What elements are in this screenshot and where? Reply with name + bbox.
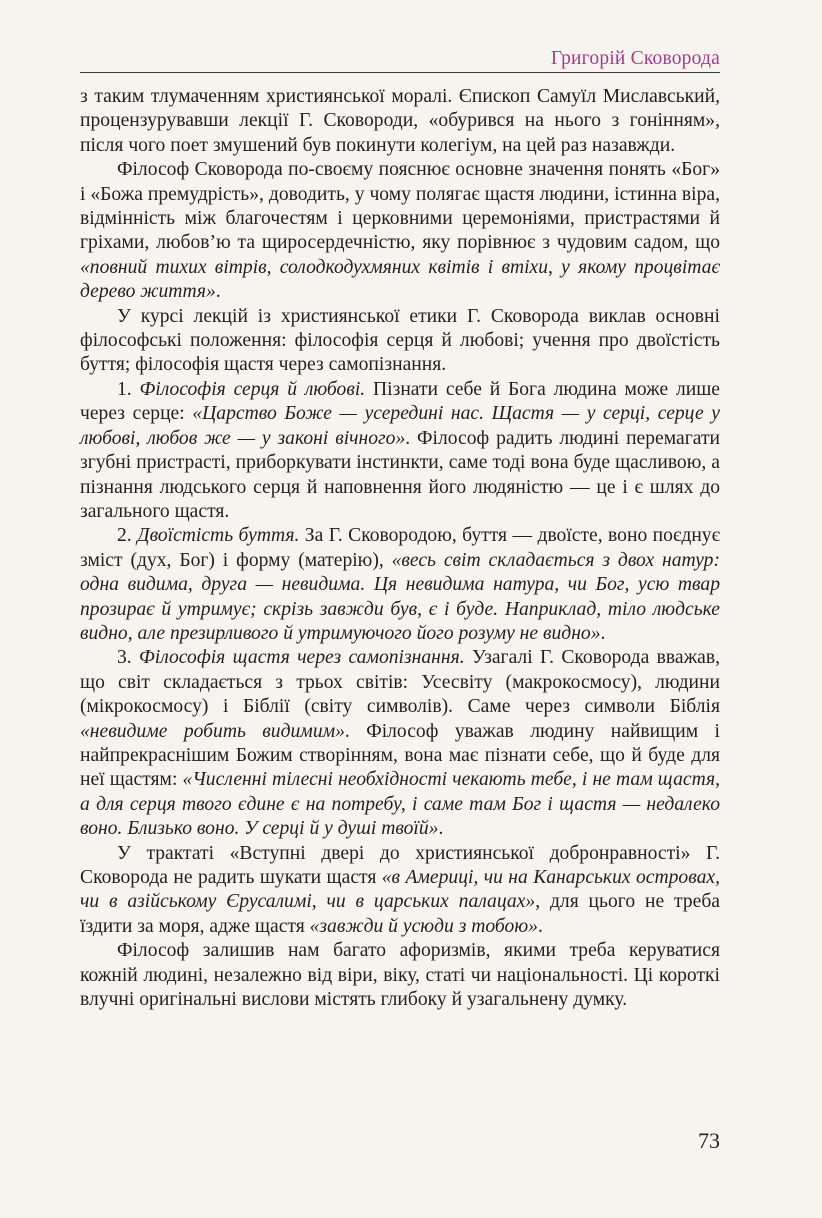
text-run: Філософ Сковорода по-своєму пояснює основне значення понять «Бог» і «Божа премудрість», доводить, у чому полягає щастя людини, істинна віра, відмінність між благочестям і церковними церемоніями, пристрастями й гріхами, любов’ю та щиросердечністю, яку порівнює з чудовим садом, що [80,159,720,254]
paragraph [80,158,720,304]
italic-quote: «невидиме робить видимим» [80,720,345,742]
running-header [80,46,720,73]
text-run: 2. [117,525,138,547]
running-header-title: Григорій Сковорода [550,48,720,69]
italic-quote: «Численні тілесні необхідності чекають тебе, і не там щастя, а для серця твого єдине є на потребу, і саме там Бог і щастя — недалеко воно. Близько воно. У серці й у душі твоїй» [80,769,720,840]
text-run: 3. [117,647,140,669]
page-number: 73 [698,1128,720,1153]
paragraph [80,305,720,378]
paragraph [80,85,720,158]
text-run: . [600,622,606,644]
text-run: . [537,915,543,937]
paragraph [80,842,720,940]
text-run: . Філософ уважав людину найвищим і найпрекраснішим Божим створінням, вона має пізнати себе, що й буде для неї щастям: [80,720,720,791]
text-run: з таким тлумаченням християнської моралі. Єпископ Самуїл Миславський, процензурувавши лекції Г. Сковороди, «обурився на нього з гонінням», після чого поет змушений був покинути колегіум, на цей раз назавжди. [80,86,720,156]
italic-quote: «весь світ складається з двох натур: одна видима, друга — невидима. Ця невидима натура, чи Бог, усю твар прозирає й утримує; скрізь завжди був, є і буде. Наприклад, тіло людське видно, але презирливого й утримуючого його розуму не видно» [80,549,720,644]
text-run: . [215,281,221,303]
text-run: Пізнати себе й Бога людина може лише через серце: [80,378,720,425]
paragraph [80,524,720,646]
text-run: . [438,818,444,840]
text-run: . Філософ радить людині перемагати згубні пристрасті, приборкувати інстинкти, саме тоді вона буде щасливою, а пізнання людського серця й наповнення його людяністю — це і є шлях до загального щастя. [80,427,720,522]
text-run: Узагалі Г. Сковорода вважав, що світ складається з трьох світів: Усесвіту (макрокосмосу), людини (мікрокосмосу) і Біблії (світу символів). Саме через символи Біблія [80,647,720,718]
italic-quote: Філософія серця й любові. [139,378,366,400]
italic-quote: «в Америці, чи на Канарських островах, чи в азійському Єрусалимі, чи в царських палацах» [80,867,720,913]
text-run: У трактаті «Вступні двері до християнської добронравності» Г. Сковорода не радить шукати щастя [80,842,720,888]
italic-quote: «повний тихих вітрів, солодкодухмяних квітів і втіхи, у якому процвітає дерево життя» [80,256,720,303]
paragraph [80,939,720,1012]
paragraph [80,646,720,841]
paragraph [80,378,720,524]
italic-quote: Двоїстість буття. [137,525,300,547]
italic-quote: «завжди й усюди з тобою» [309,915,538,937]
text-run: За Г. Сковородою, буття — двоїсте, воно поєднує зміст (дух, Бог) і форму (матерію), [80,525,721,571]
italic-quote: «Царство Боже — усередині нас. Щастя — у серці, серце у любові, любов же — у законі вічного» [80,403,720,449]
text-run: , для цього не треба їздити за моря, адже щастя [80,891,720,937]
text-run: У курсі лекцій із християнської етики Г. Сковорода виклав основні філософські положення: філософія серця й любові; учення про двоїстість буття; філософія щастя через самопізнання. [80,305,720,376]
text-run: Філософ залишив нам багато афоризмів, якими треба керуватися кожній людині, незалежно від віри, віку, статі чи національності. Ці короткі влучні оригінальні вислови містять глибоку й узагальнену думку. [80,940,720,1011]
text-run: 1. [117,378,140,400]
italic-quote: Філософія щастя через самопізнання. [139,647,465,669]
body-text [80,85,720,1012]
